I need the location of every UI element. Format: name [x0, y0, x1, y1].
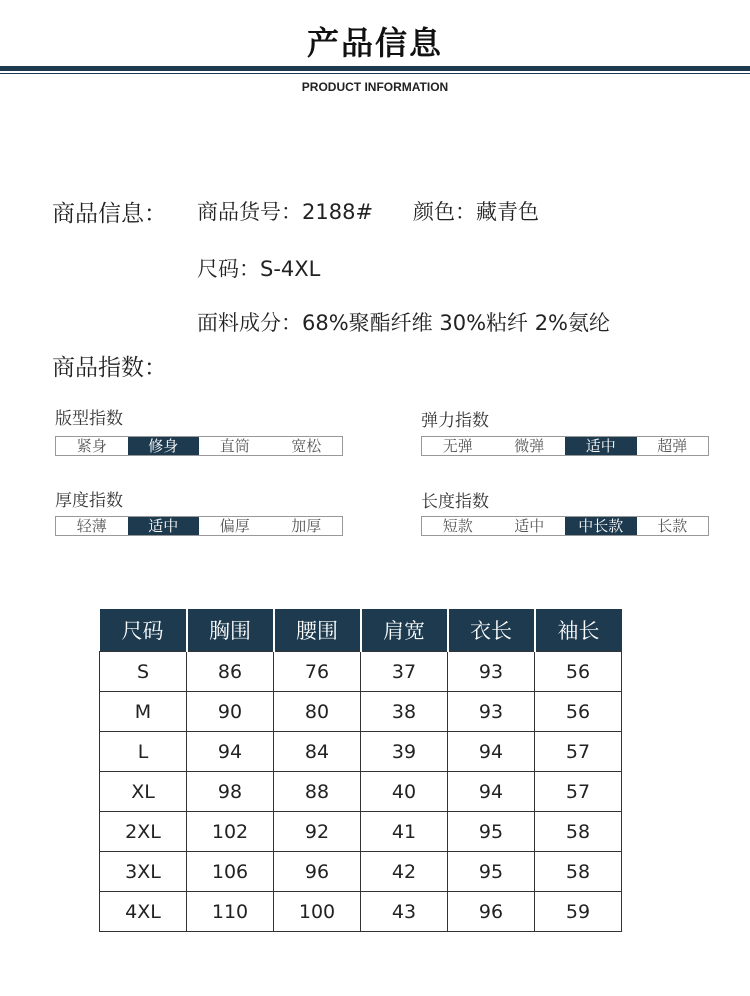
scale-option: 宽松	[291, 437, 322, 455]
table-cell: 92	[274, 812, 361, 852]
table-cell: 57	[535, 772, 622, 812]
scale-option: 直筒	[219, 437, 250, 455]
thickness-index-scale	[55, 516, 343, 536]
scale-option: 微弹	[514, 437, 545, 455]
table-cell: 95	[448, 812, 535, 852]
length-index-scale	[421, 516, 709, 536]
table-row	[100, 692, 622, 732]
table-cell: 2XL	[100, 812, 187, 852]
table-cell: 95	[448, 852, 535, 892]
column-header: 尺码	[100, 609, 187, 652]
table-cell: 56	[535, 652, 622, 692]
table-cell: 37	[361, 652, 448, 692]
fit-index-scale	[55, 436, 343, 456]
table-cell: 106	[187, 852, 274, 892]
title-divider-thin	[0, 73, 750, 74]
column-header: 肩宽	[361, 609, 448, 652]
scale-option: 轻薄	[76, 517, 107, 535]
table-cell: 4XL	[100, 892, 187, 932]
table-cell: 100	[274, 892, 361, 932]
table-cell: 102	[187, 812, 274, 852]
table-cell: 94	[187, 732, 274, 772]
scale-option: 超弹	[657, 437, 688, 455]
column-header: 袖长	[535, 609, 622, 652]
table-row	[100, 852, 622, 892]
table-row	[100, 812, 622, 852]
table-cell: 94	[448, 772, 535, 812]
table-cell: 76	[274, 652, 361, 692]
table-cell: 39	[361, 732, 448, 772]
size-range: 尺码：S-4XL	[197, 257, 321, 281]
size-chart-table	[99, 609, 622, 932]
thickness-index-label: 厚度指数	[55, 491, 123, 511]
scale-option: 加厚	[291, 517, 322, 535]
table-row	[100, 772, 622, 812]
table-cell: 58	[535, 852, 622, 892]
table-cell: 41	[361, 812, 448, 852]
table-cell: 80	[274, 692, 361, 732]
table-cell: 94	[448, 732, 535, 772]
table-cell: 98	[187, 772, 274, 812]
scale-option-selected: 适中	[128, 517, 200, 535]
table-cell: 88	[274, 772, 361, 812]
scale-option-selected: 修身	[128, 437, 200, 455]
product-indices-label: 商品指数：	[52, 355, 167, 381]
table-cell: 58	[535, 812, 622, 852]
column-header: 胸围	[187, 609, 274, 652]
table-cell: 40	[361, 772, 448, 812]
scale-option: 长款	[657, 517, 688, 535]
table-cell: S	[100, 652, 187, 692]
fit-index-label: 版型指数	[55, 409, 123, 429]
table-cell: 42	[361, 852, 448, 892]
table-cell: 110	[187, 892, 274, 932]
table-cell: 38	[361, 692, 448, 732]
scale-option: 短款	[442, 517, 473, 535]
size-chart-header-row	[100, 609, 622, 652]
elasticity-index-scale	[421, 436, 709, 456]
scale-option: 适中	[514, 517, 545, 535]
page-title: 产品信息	[306, 24, 443, 62]
table-row	[100, 652, 622, 692]
table-cell: L	[100, 732, 187, 772]
length-index-label: 长度指数	[421, 492, 489, 512]
item-number: 商品货号：2188#	[197, 200, 374, 224]
size-chart-body	[100, 652, 622, 932]
table-cell: 57	[535, 732, 622, 772]
column-header: 衣长	[448, 609, 535, 652]
table-cell: 86	[187, 652, 274, 692]
table-cell: 3XL	[100, 852, 187, 892]
table-cell: 59	[535, 892, 622, 932]
table-cell: 43	[361, 892, 448, 932]
page-subtitle: PRODUCT INFORMATION	[301, 80, 449, 94]
product-color: 颜色：藏青色	[413, 200, 539, 224]
scale-option: 偏厚	[219, 517, 250, 535]
table-cell: M	[100, 692, 187, 732]
table-cell: 90	[187, 692, 274, 732]
table-cell: 96	[274, 852, 361, 892]
scale-option: 紧身	[76, 437, 107, 455]
title-divider	[0, 66, 750, 71]
table-row	[100, 732, 622, 772]
fabric-composition: 面料成分：68%聚酯纤维 30%粘纤 2%氨纶	[197, 311, 611, 335]
elasticity-index-label: 弹力指数	[421, 411, 489, 431]
table-cell: 84	[274, 732, 361, 772]
table-cell: 56	[535, 692, 622, 732]
table-cell: XL	[100, 772, 187, 812]
table-cell: 93	[448, 692, 535, 732]
table-row	[100, 892, 622, 932]
scale-option: 无弹	[442, 437, 473, 455]
table-cell: 96	[448, 892, 535, 932]
scale-option-selected: 适中	[565, 437, 637, 455]
table-cell: 93	[448, 652, 535, 692]
scale-option-selected: 中长款	[565, 517, 637, 535]
product-info-label: 商品信息：	[52, 201, 167, 227]
column-header: 腰围	[274, 609, 361, 652]
